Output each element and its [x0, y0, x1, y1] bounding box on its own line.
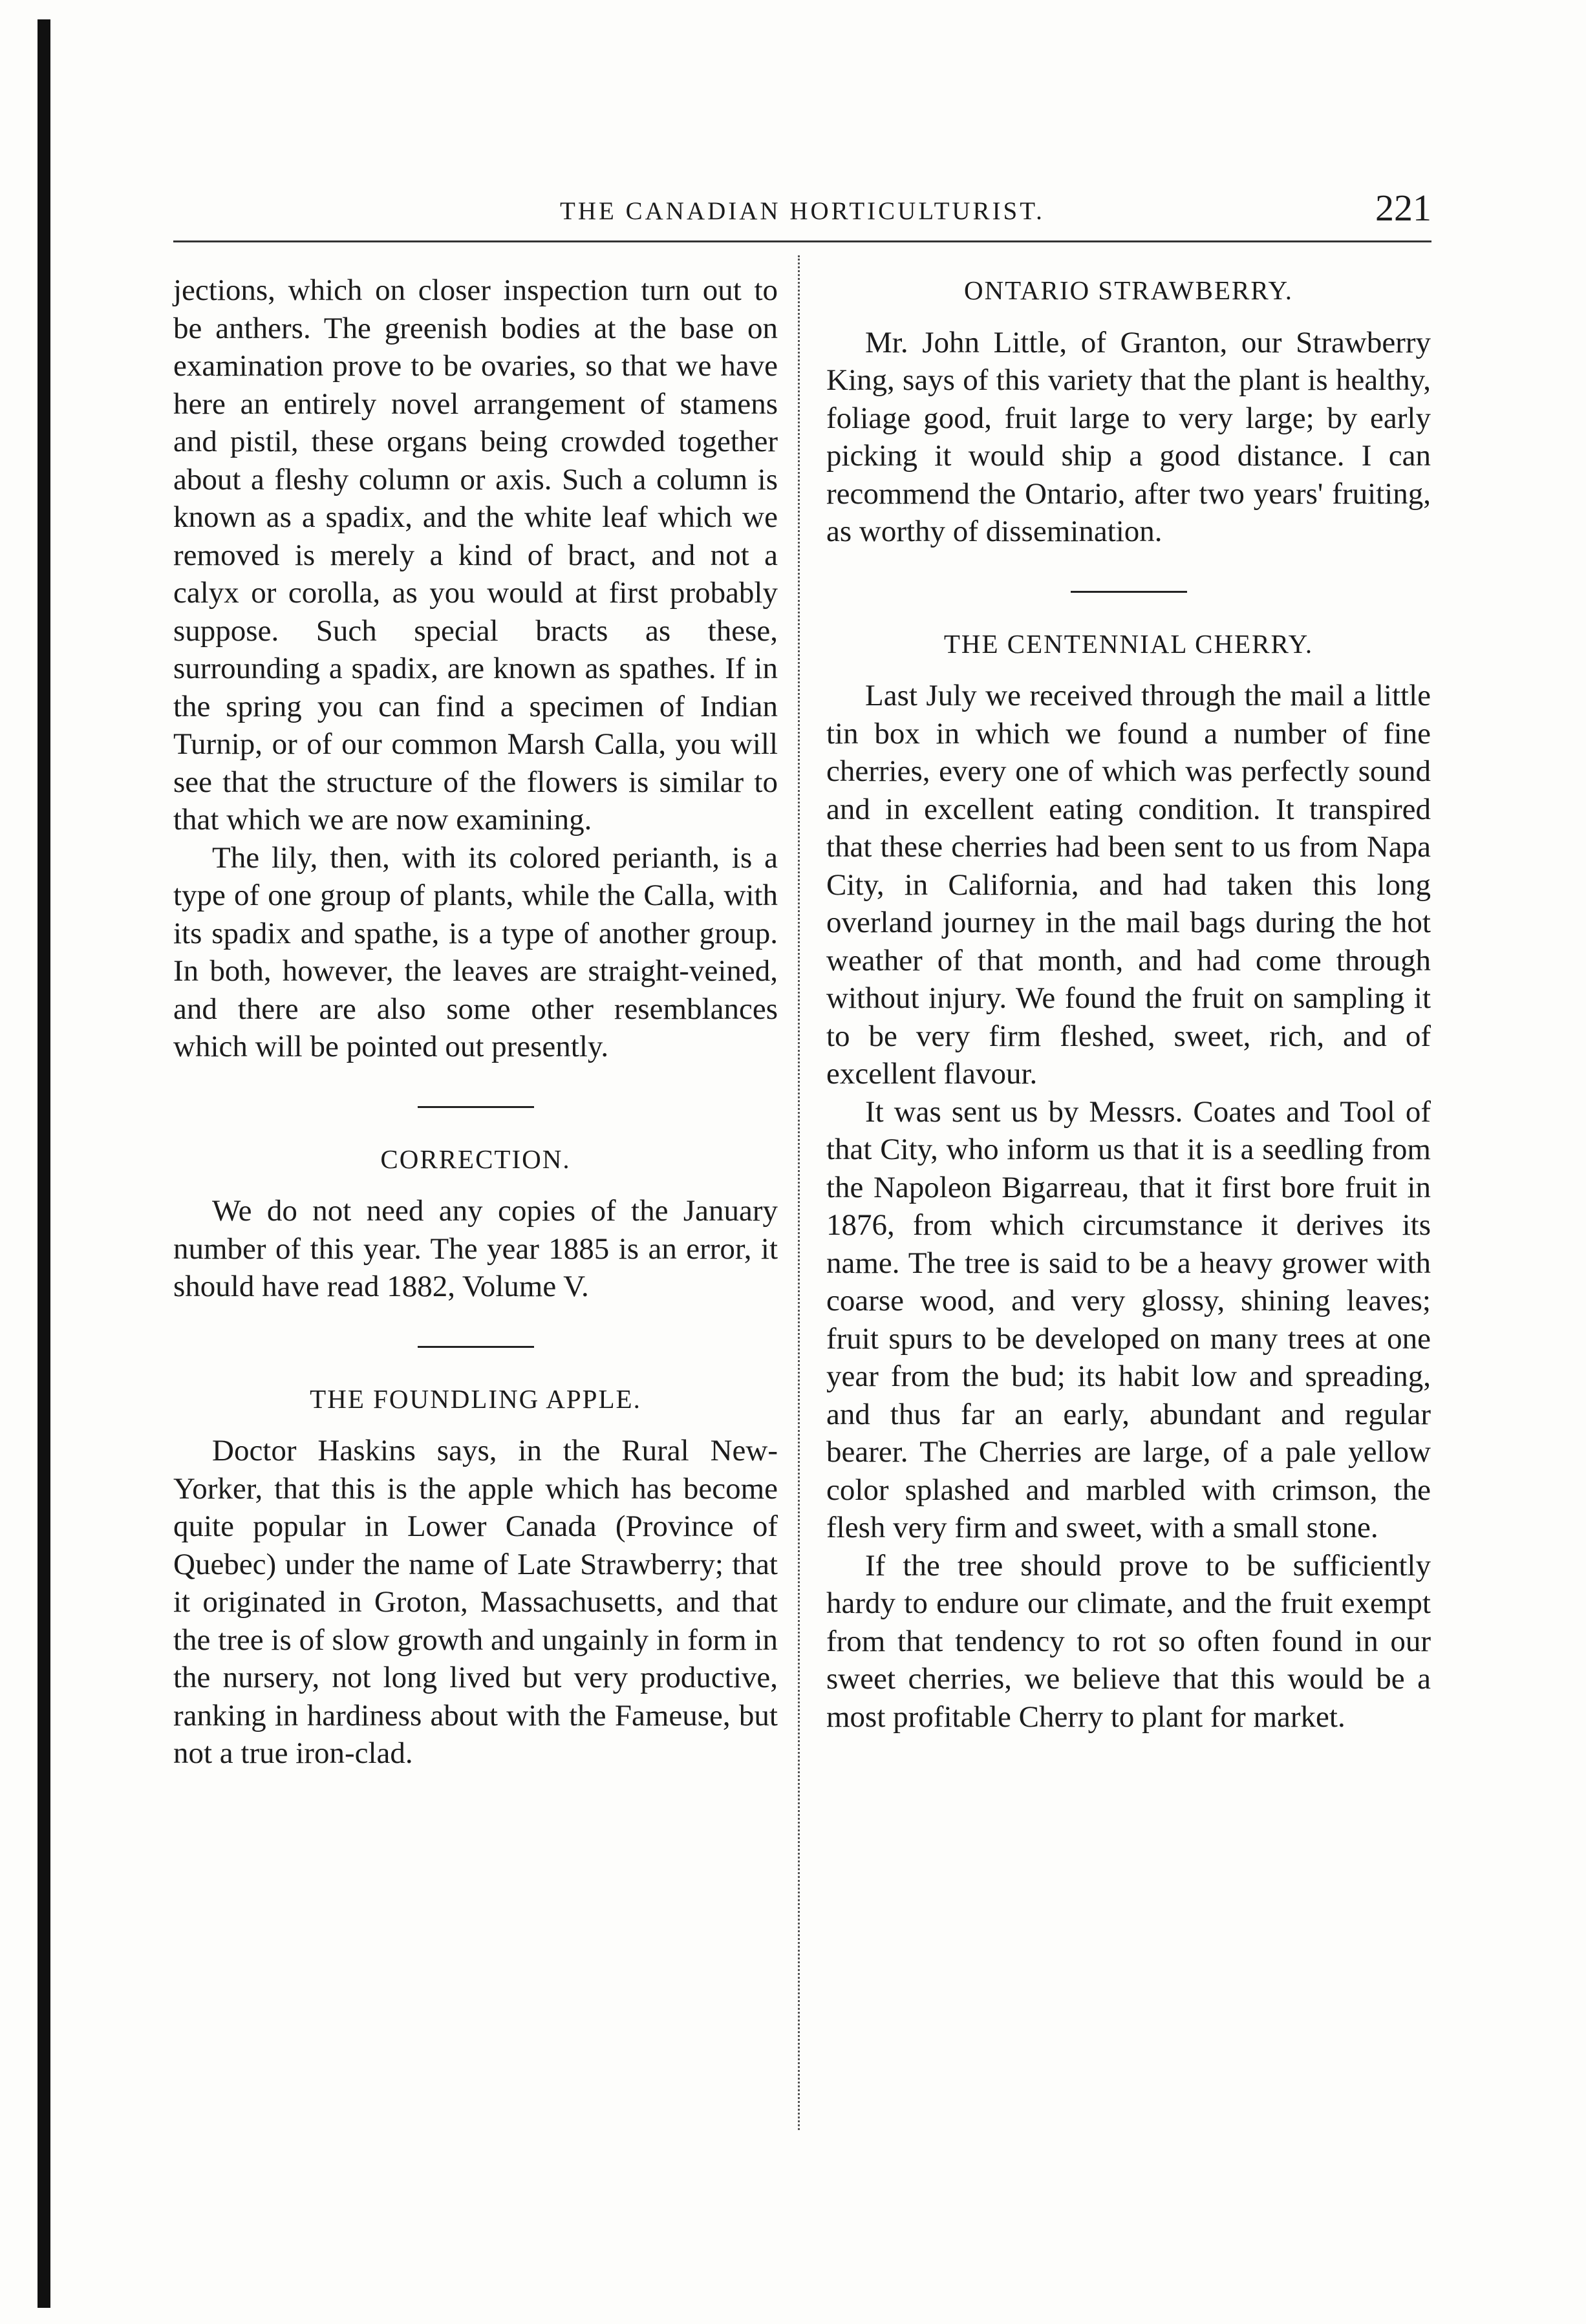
running-title: THE CANADIAN HORTICULTURIST. [560, 197, 1045, 225]
ontario-strawberry-text: Mr. John Little, of Granton, our Strawberry King, says of this variety that the plant is healthy, foliage good, fruit large to very large; by early picking it would ship a good distance. I can recommend the Ontario, after two years' fruiting, as worthy of dissemination. [826, 325, 1431, 548]
binding-edge [38, 19, 50, 2308]
running-head [173, 182, 1431, 242]
section-separator [418, 1106, 534, 1108]
foundling-apple-text: Doctor Haskins says, in the Rural New-Yorker, that this is the apple which has become quite popular in Lower Canada (Province of Quebec) under the name of Late Strawberry; that it originated in Groton, Massachusetts, and that the tree is of slow growth and ungainly in form in the nursery, not long lived but very productive, ranking in hardiness about with the Fameuse, but not a true iron-clad. [173, 1434, 778, 1770]
foundling-apple-heading: THE FOUNDLING APPLE. [310, 1383, 641, 1414]
ontario-strawberry-heading: ONTARIO STRAWBERRY. [963, 275, 1294, 305]
column-divider [798, 255, 800, 2130]
lily-paragraph: The lily, then, with its colored perianth, is a type of one group of plants, while the Calla, with its spadix and spathe, is a type of another group. In both, however, the leaves are straight-veined, and there are also some other resemblances which will be pointed out presently. [173, 840, 778, 1063]
centennial-cherry-paragraph-2: It was sent us by Messrs. Coates and Tool of that City, who inform us that it is a seedling from the Napoleon Bigarreau, that it first bore fruit in 1876, from which circumstance it derives its name. The tree is said to be a heavy grower with coarse wood, and very glossy, shining leaves; fruit spurs to be developed on many trees at one year from the bud; its habit low and spreading, and thus far an early, abundant and regular bearer. The Cherries are large, of a pale yellow color splashed and marbled with crimson, the flesh very firm and sweet, with a small stone. [826, 1094, 1431, 1544]
centennial-cherry-paragraph-3: If the tree should prove to be sufficiently hardy to endure our climate, and the fruit exempt from that tendency to rot so often found in our sweet cherries, we believe that this would be a most profitable Cherry to plant for market. [826, 1548, 1431, 1734]
left-column [173, 272, 778, 1773]
correction-heading: CORRECTION. [380, 1144, 571, 1174]
centennial-cherry-paragraph-1: Last July we received through the mail a little tin box in which we found a number of fine cherries, every one of which was perfectly sound and in excellent eating condition. It transpired that these cherries had been sent to us from Napa City, in California, and had taken this long overland journey in the mail bags during the hot weather of that month, and had come through without injury. We found the fruit on sampling it to be very firm fleshed, sweet, rich, and of excellent flavour. [826, 679, 1431, 1091]
correction-text: We do not need any copies of the January number of this year. The year 1885 is an error, it should have read 1882, Volume V. [173, 1194, 778, 1303]
page-number: 221 [1375, 187, 1431, 229]
centennial-cherry-heading: THE CENTENNIAL CHERRY. [943, 628, 1314, 659]
right-column [826, 272, 1431, 1736]
section-separator [418, 1346, 534, 1348]
lily-paragraph-continued: jections, which on closer inspection turn out to be anthers. The greenish bodies at the base on examination prove to be ovaries, so that we have here an entirely novel arrangement of stamens and pistil, these organs being crowded together about a fleshy column or axis. Such a column is known as a spadix, and the white leaf which we removed is merely a kind of bract, and not a calyx or corolla, as you would at first probably suppose. Such special bracts as these, surrounding a spadix, are known as spathes. If in the spring you can find a specimen of Indian Turnip, or of our common Marsh Calla, you will see that the structure of the flowers is similar to that which we are now examining. [173, 273, 778, 837]
section-separator [1071, 591, 1187, 593]
